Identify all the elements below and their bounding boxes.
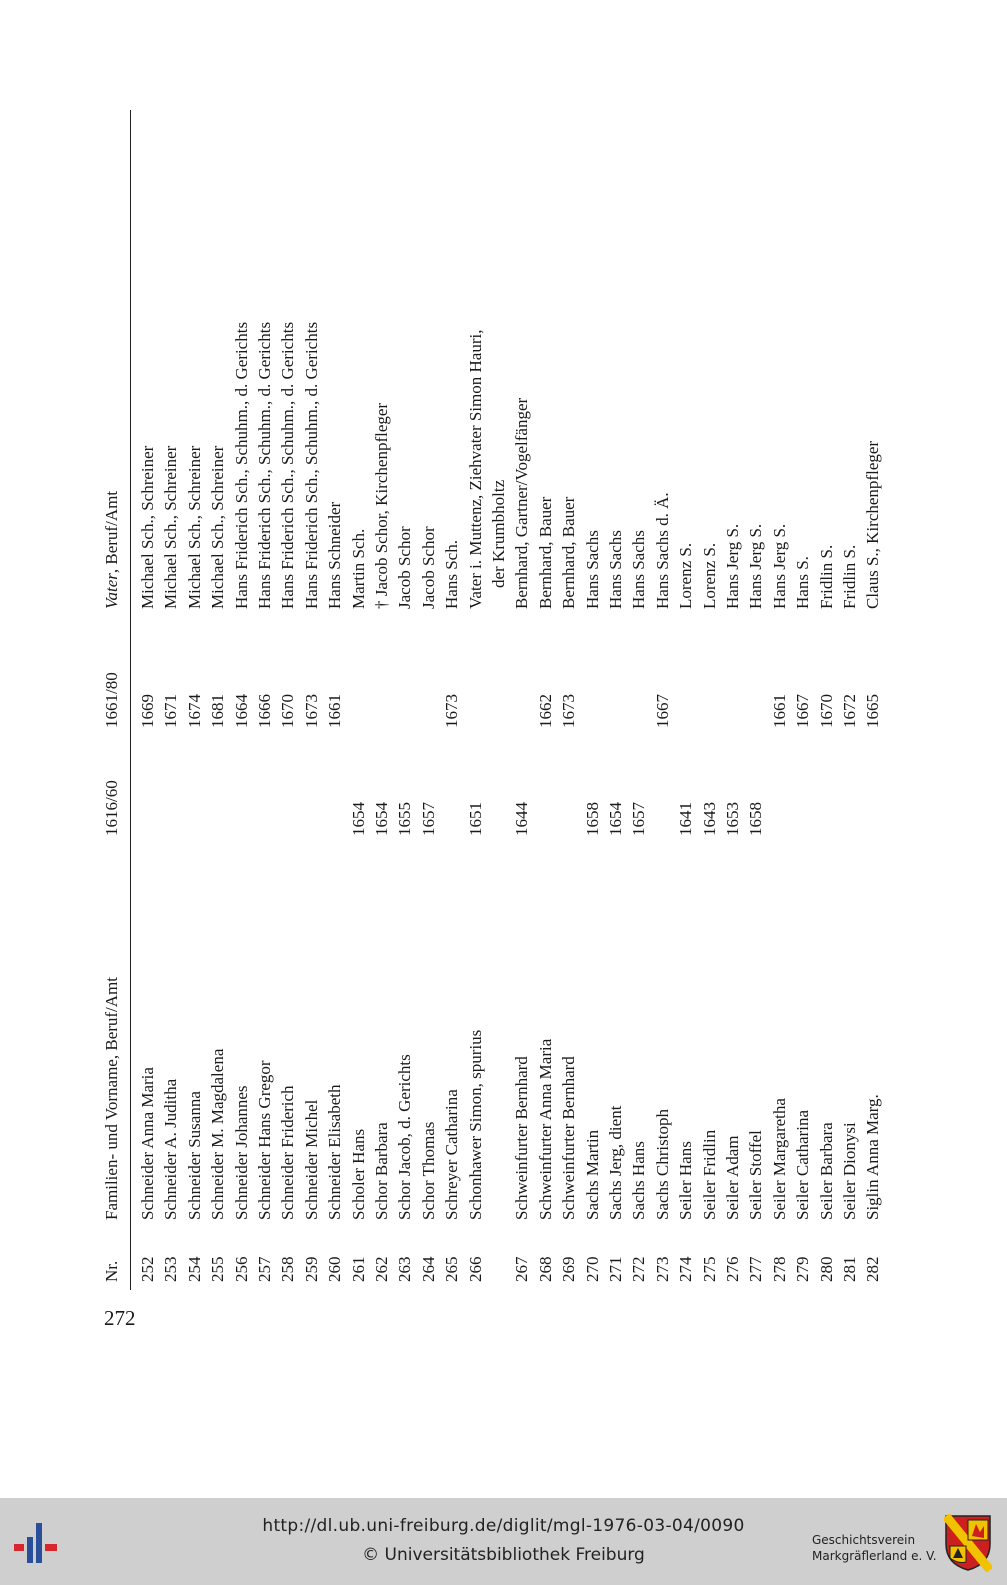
row-cell-name: Seiler Catharina [793, 1110, 813, 1220]
row-cell-y2: 1665 [863, 694, 883, 728]
row-cell-y1: 1643 [699, 802, 719, 836]
row-cell-y2: 1667 [652, 694, 672, 728]
row-cell-vater: Michael Sch., Schreiner [184, 445, 204, 609]
row-cell-name: Schneider Friderich [278, 1085, 298, 1220]
row-cell-name: Schweinfurter Bernhard [559, 1056, 579, 1220]
row-cell-nr: 275 [699, 1256, 719, 1282]
row-cell-nr: 274 [676, 1256, 696, 1282]
header-1661-80: 1661/80 [102, 672, 121, 728]
row-cell-y2: 1661 [769, 694, 789, 728]
row-cell-vater: Fridlin S. [840, 544, 859, 609]
header-vater-italic: Vater [102, 573, 121, 609]
row-cell-y1: 1654 [372, 802, 391, 836]
row-cell-y1: 1654 [606, 802, 625, 836]
row-cell-y2: 1662 [535, 694, 555, 728]
row-cell-nr: 259 [301, 1256, 321, 1282]
row-cell-name: Schor Jacob, d. Gerichts [395, 1054, 415, 1220]
row-cell-name: Seiler Adam [723, 1135, 742, 1220]
row-cell-nr: 257 [255, 1256, 274, 1282]
row-cell-name: Schweinfurter Anna Maria [535, 1038, 555, 1220]
row-cell-name: Sachs Martin [582, 1129, 602, 1220]
row-cell-y2: 1670 [816, 694, 836, 728]
row-cell-nr: 282 [863, 1256, 883, 1282]
row-cell-vater: Hans Schneider [325, 501, 345, 609]
row-cell-nr: 256 [231, 1256, 251, 1282]
row-cell-y2: 1674 [184, 694, 204, 728]
row-cell-y1: 1657 [629, 802, 649, 836]
row-cell-y1: 1657 [418, 802, 438, 836]
row-cell-vater: Hans Sachs d. Ä. [652, 492, 672, 609]
row-cell-nr: 254 [184, 1256, 204, 1282]
row-cell-vater: Hans Jerg S. [746, 523, 766, 609]
row-cell-name: Schneider M. Magdalena [208, 1048, 228, 1220]
row-cell-vater: Bernhard, Gartner/Vogelfänger [512, 397, 532, 609]
row-cell-nr: 252 [138, 1256, 157, 1282]
row-cell-nr: 258 [278, 1256, 298, 1282]
row-cell-y2: 1669 [138, 694, 157, 728]
row-cell-name: Schreyer Catharina [442, 1089, 462, 1220]
row-cell-vater: Martin Sch. [348, 528, 368, 609]
header-vater-rest: , Beruf/Amt [102, 490, 121, 574]
row-cell-y1: 1658 [746, 802, 766, 836]
page-number: 272 [104, 1306, 136, 1330]
row-cell-nr: 280 [816, 1256, 836, 1282]
row-cell-y1: 1644 [512, 802, 532, 836]
row-cell-vater: Hans Sch. [442, 540, 462, 609]
coat-of-arms-icon [944, 1514, 992, 1572]
row-cell-vater: Jacob Schor [418, 526, 438, 609]
row-cell-vater: Lorenz S. [676, 542, 696, 609]
row-cell-nr: 267 [512, 1256, 532, 1282]
row-cell-name: Seiler Barbara [816, 1122, 836, 1220]
row-cell-nr: 268 [535, 1256, 555, 1282]
footer-copyright: © Universitätsbibliothek Freiburg [362, 1545, 645, 1565]
row-cell-vater: Hans Sachs [582, 530, 602, 609]
row-cell-name: Schneider Johannes [231, 1085, 251, 1220]
row-cell-y1: 1658 [582, 802, 602, 836]
footer-bar [0, 1498, 1007, 1585]
row-cell-name: Schor Barbara [372, 1122, 391, 1220]
row-cell-name: Schneider Hans Gregor [255, 1060, 274, 1220]
row-cell-nr: 278 [769, 1256, 789, 1282]
row-cell-y2: 1667 [793, 694, 813, 728]
row-cell-nr: 263 [395, 1256, 415, 1282]
row-cell-y1: 1655 [395, 802, 415, 836]
row-cell-nr: 273 [652, 1256, 672, 1282]
row-cell-nr: 281 [840, 1256, 859, 1282]
row-cell-y2: 1664 [231, 694, 251, 728]
row-cell-name: Seiler Dionysi [840, 1122, 859, 1220]
row-cell-nr: 260 [325, 1256, 345, 1282]
header-name: Familien- und Vorname, Beruf/Amt [102, 976, 121, 1220]
header-rule [130, 110, 131, 1290]
footer-org-line1: Geschichtsverein [812, 1533, 916, 1547]
row-cell-vater: Hans Friderich Sch., Schuhm., d. Gerichts [231, 321, 251, 609]
row-cell-name: Schneider Susanna [184, 1091, 204, 1220]
row-cell-nr: 272 [629, 1256, 649, 1282]
row-cell-y2: 1681 [208, 694, 228, 728]
row-cell-vater: Jacob Schor [395, 526, 415, 609]
row-cell-vater: Vater i. Muttenz, Ziehvater Simon Hauri, [465, 329, 485, 609]
row-cell-vater: Hans Sachs [629, 530, 649, 609]
row-cell-vater-continued: der Krumbholtz [489, 479, 508, 588]
row-cell-y2: 1673 [559, 694, 579, 728]
row-cell-nr: 265 [442, 1256, 462, 1282]
row-cell-vater: Lorenz S. [699, 542, 719, 609]
row-cell-name: Siglin Anna Marg. [863, 1094, 883, 1220]
row-cell-y1: 1653 [723, 802, 742, 836]
row-cell-name: Schneider Anna Maria [138, 1067, 157, 1220]
row-cell-vater: † Jacob Schor, Kirchenpfleger [372, 402, 391, 609]
row-cell-vater: Hans Jerg S. [723, 523, 742, 609]
row-cell-name: Schneider Elisabeth [325, 1084, 345, 1220]
row-cell-name: Sachs Jerg, dient [606, 1105, 625, 1220]
row-cell-vater: Bernhard, Bauer [535, 496, 555, 609]
row-cell-vater: Hans Jerg S. [769, 523, 789, 609]
header-nr: Nr. [102, 1260, 121, 1282]
header-1616-60: 1616/60 [102, 780, 121, 836]
row-cell-vater: Hans Sachs [606, 530, 625, 609]
row-cell-name: Seiler Hans [676, 1141, 696, 1220]
row-cell-vater: Bernhard, Bauer [559, 496, 579, 609]
row-cell-y2: 1670 [278, 694, 298, 728]
row-cell-nr: 279 [793, 1256, 813, 1282]
row-cell-y2: 1666 [255, 694, 274, 728]
row-cell-y1: 1651 [465, 802, 485, 836]
row-cell-name: Sachs Christoph [652, 1109, 672, 1220]
row-cell-nr: 266 [465, 1256, 485, 1282]
row-cell-nr: 276 [723, 1256, 742, 1282]
row-cell-y1: 1641 [676, 802, 696, 836]
row-cell-y2: 1673 [442, 694, 462, 728]
row-cell-name: Schonhawer Simon, spurius [465, 1029, 485, 1220]
register-table [102, 110, 902, 1290]
row-cell-name: Schneider Michel [301, 1099, 321, 1220]
row-cell-vater: Hans Friderich Sch., Schuhm., d. Gerichts [301, 321, 321, 609]
row-cell-y2: 1661 [325, 694, 345, 728]
row-cell-name: Schneider A. Juditha [161, 1078, 181, 1220]
row-cell-vater: Hans Friderich Sch., Schuhm., d. Gerichts [255, 321, 274, 609]
row-cell-name: Schweinfurter Bernhard [512, 1056, 532, 1220]
row-cell-name: Schor Thomas [418, 1121, 438, 1220]
row-cell-nr: 255 [208, 1256, 228, 1282]
footer-url-link[interactable]: http://dl.ub.uni-freiburg.de/diglit/mgl-1976-03-04/0090 [262, 1516, 745, 1536]
row-cell-y2: 1672 [840, 694, 859, 728]
row-cell-y1: 1654 [348, 802, 368, 836]
row-cell-vater: Hans S. [793, 556, 813, 609]
row-cell-nr: 262 [372, 1256, 391, 1282]
row-cell-nr: 261 [348, 1256, 368, 1282]
row-cell-y2: 1671 [161, 694, 181, 728]
row-cell-vater: Michael Sch., Schreiner [208, 445, 228, 609]
row-cell-vater: Michael Sch., Schreiner [161, 445, 181, 609]
row-cell-name: Seiler Margaretha [769, 1098, 789, 1220]
row-cell-name: Seiler Stoffel [746, 1130, 766, 1220]
row-cell-name: Seiler Fridlin [699, 1129, 719, 1220]
row-cell-nr: 271 [606, 1256, 625, 1282]
row-cell-vater: Hans Friderich Sch., Schuhm., d. Gerichts [278, 321, 298, 609]
row-cell-vater: Fridlin S. [816, 544, 836, 609]
row-cell-name: Sachs Hans [629, 1141, 649, 1220]
row-cell-vater: Michael Sch., Schreiner [138, 445, 157, 609]
footer-org-line2: Markgräflerland e. V. [812, 1549, 937, 1563]
row-cell-nr: 264 [418, 1256, 438, 1282]
row-cell-nr: 253 [161, 1256, 181, 1282]
row-cell-y2: 1673 [301, 694, 321, 728]
row-cell-vater: Claus S., Kirchenpfleger [863, 440, 883, 609]
row-cell-nr: 277 [746, 1256, 766, 1282]
row-cell-nr: 269 [559, 1256, 579, 1282]
header-vater [102, 491, 122, 609]
row-cell-name: Scholer Hans [348, 1128, 368, 1220]
row-cell-nr: 270 [582, 1256, 602, 1282]
